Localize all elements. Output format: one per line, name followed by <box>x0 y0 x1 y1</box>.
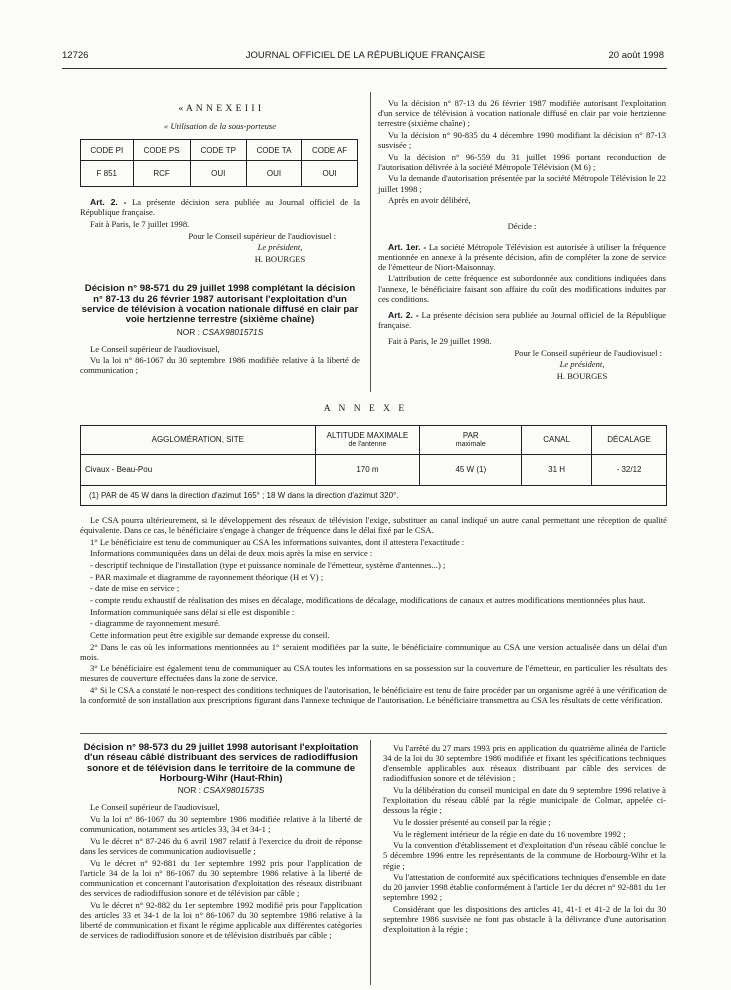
cell-site: Civaux - Beau-Pou <box>81 455 316 486</box>
right-column-top <box>378 98 666 383</box>
table-note-row <box>81 486 667 506</box>
cell-decalage: - 32/12 <box>592 455 667 486</box>
annex-table <box>80 425 667 506</box>
list-item: - date de mise en service ; <box>90 583 180 594</box>
header-altitude-sub: de l'antenne <box>348 440 387 448</box>
left-column-bottom <box>80 743 362 942</box>
table-header-row <box>81 426 667 455</box>
paragraph: Informations communiquées dans un délai de deux mois après la mise en service : <box>90 548 373 559</box>
decision-title: Décision n° 98-571 du 29 juillet 1998 complétant la décision n° 87-13 du 26 février 1987 autorisant l'exploitation d'un service de télévision à vocation nationale diffusé en clair par voie hertzienne terrestre (sixième chaîne) <box>81 283 359 326</box>
column-divider <box>370 92 371 392</box>
nor-reference <box>80 786 362 796</box>
nor-code: CSAX9801573S <box>203 785 265 796</box>
article-label: Art. 1er. - <box>388 241 427 252</box>
column-divider <box>370 740 371 985</box>
table-header-cell: CODE PS <box>133 140 190 161</box>
annex-title: A N N E X E <box>323 404 408 414</box>
annex-iii-title: « A N N E X E I I I <box>178 104 262 114</box>
header-rule <box>62 68 667 69</box>
table-header-row <box>81 140 358 161</box>
table-header-cell: CODE AF <box>302 140 358 161</box>
article-2 <box>378 310 666 330</box>
nor-code: CSAX9801571S <box>202 326 264 337</box>
article-text: La présente décision sera publiée au Journal officiel de la République française. <box>80 197 360 218</box>
signature-name: H. BOURGES <box>254 254 306 265</box>
header-par-label: PAR <box>462 431 479 441</box>
table-note: (1) PAR de 45 W dans la direction d'azimut 165° ; 18 W dans la direction d'azimut 320°. <box>81 486 667 506</box>
article-label: Art. 2. - <box>388 309 419 320</box>
paragraph: Vu la loi n° 86-1067 du 30 septembre 1986 modifiée relative à la liberté de communication ; <box>80 355 360 376</box>
list-item: - PAR maximale et diagramme de rayonnement théorique (H et V) ; <box>90 571 324 582</box>
paragraph: 4° Si le CSA a constaté le non-respect des conditions techniques de l'autorisation, le bénéficiaire est tenu de faire procéder par un organisme agréé à une vérification de la conformité de son installation aux prescriptions figurant dans l'annexe technique de l'autorisation. Le bénéficiaire transmettra au CSA les résultats de cette vérification. <box>80 685 667 706</box>
page-number: 12726 <box>62 50 89 61</box>
header-par-sub: maximale <box>455 440 486 448</box>
nor-label: NOR : <box>177 785 204 796</box>
signature-role: Le président, <box>559 359 605 370</box>
paragraph: Vu le décret n° 92-881 du 1er septembre 1992 pris pour l'application de l'article 34 de la loi n° 86-1067 du 30 septembre 1986 relative à la liberté de communication et concernant l'autorisation d'exploitation des réseaux distribuant des services de radiodiffusion sonore et de télévision par câble ; <box>80 857 362 898</box>
paragraph: Vu la demande d'autorisation présentée par la société Métropole Télévision le 22 juillet 1998 ; <box>378 173 666 194</box>
paragraph: 2° Dans le cas où les informations mentionnées au 1° seraient modifiées par la suite, le bénéficiaire communique au CSA une version actualisée dans un délai d'un mois. <box>80 641 667 662</box>
paragraph: Le CSA pourra ultérieurement, si le développement des réseaux de télévision l'exige, substituer au canal indiqué un autre canal permettant une réception de qualité équivalente. Dans ce cas, le bénéficiaire s'engage à changer de fréquence dans le délai fixé par le CSA. <box>80 515 667 536</box>
article-text: La présente décision sera publiée au Journal officiel de la République française. <box>378 309 666 331</box>
table-cell: OUI <box>190 161 246 187</box>
paragraph: Après en avoir délibéré, <box>388 195 471 206</box>
signature-name: H. BOURGES <box>556 371 608 382</box>
list-item: - diagramme de rayonnement mesuré. <box>90 618 221 629</box>
paragraph: Vu l'attestation de conformité aux spécifications techniques d'ensemble en date du 20 janvier 1998 établie conformément à l'article 1er du décret n° 92-881 du 1er septembre 1992 ; <box>383 872 666 903</box>
paragraph: Vu le règlement intérieur de la régie en date du 16 novembre 1992 ; <box>393 828 626 839</box>
signature-role: Le président, <box>257 242 303 253</box>
table-row <box>81 455 667 486</box>
journal-title: JOURNAL OFFICIEL DE LA RÉPUBLIQUE FRANÇAISE <box>245 50 486 61</box>
paragraph: Vu la décision n° 90-835 du 4 décembre 1990 modifiant la décision n° 87-13 susvisée ; <box>378 129 666 151</box>
subcarrier-table <box>80 139 358 187</box>
table-cell: OUI <box>302 161 358 187</box>
paragraph: Le Conseil supérieur de l'audiovisuel, <box>90 802 220 813</box>
left-column-top <box>80 98 360 377</box>
cell-par: 45 W (1) <box>420 455 522 486</box>
paragraph: Cette information peut être exigible sur demande expresse du conseil. <box>90 629 330 640</box>
article-1 <box>378 242 666 272</box>
table-cell: OUI <box>246 161 301 187</box>
paragraph: Vu le décret n° 92-882 du 1er septembre 1992 modifié pris pour l'application des articles 33 et 34-1 de la loi n° 86-1067 du 30 septembre 1986 relative à la liberté de communication et fixant le régime applicable aux différentes catégories de services de radiodiffusion sonore et de télévision distribués par câble ; <box>80 899 362 941</box>
article-label: Art. 2. - <box>90 197 127 208</box>
header-site: AGGLOMÉRATION, SITE <box>81 426 316 455</box>
table-row <box>81 161 358 187</box>
signature-date: Fait à Paris, le 29 juillet 1998. <box>388 336 492 347</box>
nor-label: NOR : <box>176 326 203 337</box>
paragraph: Vu la décision n° 96-559 du 31 juillet 1996 portant reconduction de l'autorisation délivrée à la société Métropole Télévision (M 6) ; <box>378 151 666 172</box>
paragraph: Vu la décision n° 87-13 du 26 février 1987 modifiée autorisant l'exploitation d'un service de télévision à vocation nationale diffusé en clair par voie hertzienne terrestre (sixième chaîne) ; <box>378 98 666 129</box>
table-header-cell: CODE PI <box>81 140 134 161</box>
paragraph: 3° Le bénéficiaire est également tenu de communiquer au CSA toutes les informations en sa possession sur la couverture de l'émetteur, en particulier les résultats des mesures de couverture effectuées dans la zone de service. <box>80 663 667 684</box>
annex-iii-subtitle: « Utilisation de la sous-porteuse <box>163 121 277 132</box>
table-cell: F 851 <box>81 161 134 187</box>
signature-line: Pour le Conseil supérieur de l'audiovisuel : <box>188 230 336 241</box>
right-column-bottom <box>383 743 666 936</box>
decide-heading: Décide : <box>507 221 537 232</box>
decision-title: Décision n° 98-573 du 29 juillet 1998 autorisant l'exploitation d'un réseau câblé distribuant des services de radiodiffusion sonore et de télévision dans le territoire de la commune de Horbourg-Wihr (Haut-Rhin) <box>83 742 359 785</box>
header-altitude <box>315 426 420 455</box>
signature-date: Fait à Paris, le 7 juillet 1998. <box>90 219 190 230</box>
paragraph: Le Conseil supérieur de l'audiovisuel, <box>90 343 220 354</box>
paragraph: Information communiquée sans délai si elle est disponible : <box>90 606 295 617</box>
paragraph: Considérant que les dispositions des articles 41, 41-1 et 41-2 de la loi du 30 septembre 1986 susvisée ne font pas obstacle à la délivrance d'une autorisation d'exploitation à la régie ; <box>383 904 666 935</box>
cell-canal: 31 H <box>522 455 592 486</box>
signature-line: Pour le Conseil supérieur de l'audiovisuel : <box>514 347 662 358</box>
paragraph: Vu la loi n° 86-1067 du 30 septembre 1986 modifiée relative à la liberté de communication, notamment ses articles 33, 34 et 34-1 ; <box>80 813 362 835</box>
header-altitude-label: ALTITUDE MAXIMALE <box>326 431 409 441</box>
article-text: La société Métropole Télévision est autorisée à utiliser la fréquence mentionnée en annexe à la présente décision, afin de compléter la zone de service de l'émetteur de Niort-Maisonnay. <box>378 241 666 272</box>
paragraph: Vu l'arrêté du 27 mars 1993 pris en application du quatrième alinéa de l'article 34 de la loi du 30 septembre 1986 modifiée et fixant les spécifications techniques d'ensemble applicables aux réseaux distribuant par câble des services de radiodiffusion sonore et de télévision ; <box>383 743 666 784</box>
header-par <box>420 426 522 455</box>
paragraph: Vu la convention d'établissement et d'exploitation d'un réseau câblé conclue le 5 décembre 1996 entre les représentants de la commune de Horbourg-Wihr et la régie ; <box>383 840 666 871</box>
header-canal: CANAL <box>522 426 592 455</box>
paragraph: L'attribution de cette fréquence est subordonnée aux conditions indiquées dans l'annexe, le bénéficiaire faisant son affaire du coût des modifications induites par ces conditions. <box>378 273 666 304</box>
table-header-cell: CODE TA <box>246 140 301 161</box>
paragraph: Vu le décret n° 87-246 du 6 avril 1987 relatif à l'exercice du droit de réponse dans les services de communication audiovisuelle ; <box>80 835 362 856</box>
page-header <box>0 50 731 64</box>
cell-altitude: 170 m <box>315 455 420 486</box>
paragraph: 1° Le bénéficiaire est tenu de communiquer au CSA les informations suivantes, dont il attestera l'exactitude : <box>90 536 465 547</box>
nor-reference <box>80 328 360 338</box>
issue-date: 20 août 1998 <box>608 50 664 61</box>
paragraph: Vu la délibération du conseil municipal en date du 9 septembre 1996 relative à l'exploitation du réseau câblé par la régie municipale de Colmar, appelée ci-dessous la régie ; <box>383 785 666 816</box>
section-rule <box>80 733 667 734</box>
paragraph: Vu le dossier présenté au conseil par la régie ; <box>393 816 551 827</box>
header-decalage: DÉCALAGE <box>592 426 667 455</box>
table-header-cell: CODE TP <box>190 140 246 161</box>
table-cell: RCF <box>133 161 190 187</box>
list-item: - descriptif technique de l'installation (type et puissance nominale de l'émetteur, système d'antennes...) ; <box>90 560 446 571</box>
article-2 <box>80 197 360 217</box>
annex-body <box>80 515 667 707</box>
list-item: - compte rendu exhaustif de réalisation des mises en décalage, modifications de décalage, modifications de canaux et autres modifications mentionnées plus haut. <box>90 594 646 605</box>
